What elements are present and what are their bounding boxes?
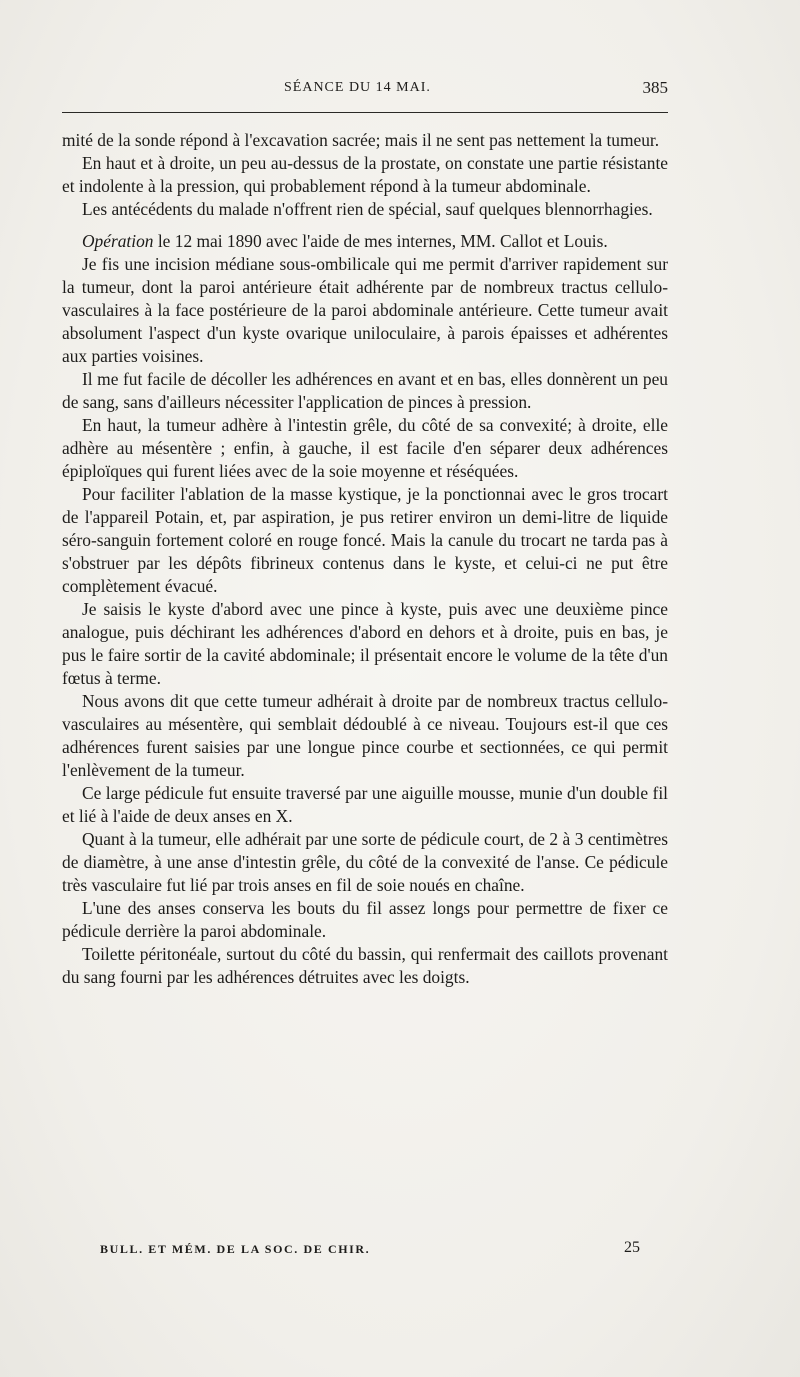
paragraph: En haut et à droite, un peu au-dessus de la prostate, on constate une partie résistante et indolente à la pression, qui probablement répond à la tumeur abdominale. [62,153,668,196]
paragraph: mité de la sonde répond à l'excavation sacrée; mais il ne sent pas nettement la tumeur. [62,130,660,150]
paragraph: Nous avons dit que cette tumeur adhérait à droite par de nombreux tractus cellulo-vasculaires au mésentère, qui semblait dédoublé à ce niveau. Toujours est-il que ces adhérences furent saisies par une longue pince courbe et sectionnées, ce qui permit l'enlèvement de la tumeur. [62,691,668,780]
paragraph: Pour faciliter l'ablation de la masse kystique, je la ponctionnai avec le gros trocart de l'appareil Potain, et, par aspiration, je pus retirer environ un demi-litre de liquide séro-sanguin fortement coloré en rouge foncé. Mais la canule du trocart ne tarda pas à s'obstruer par les dépôts fibrineux contenus dans le kyste, et celui-ci ne put être complètement évacué. [62,484,668,596]
paragraph: En haut, la tumeur adhère à l'intestin grêle, du côté de sa convexité; à droite, elle adhère au mésentère ; enfin, à gauche, il est facile d'en séparer deux adhérences épiploïques qui furent liées avec de la soie moyenne et réséquées. [62,415,668,481]
paragraph: Ce large pédicule fut ensuite traversé par une aiguille mousse, munie d'un double fil et lié à l'aide de deux anses en X. [62,783,668,826]
paragraph: Toilette péritonéale, surtout du côté du bassin, qui renfermait des caillots provenant du sang fourni par les adhérences détruites avec les doigts. [62,944,668,987]
paragraph-text: le 12 mai 1890 avec l'aide de mes internes, MM. Callot et Louis. [153,231,608,251]
page-footer [100,1239,640,1264]
paragraph: Les antécédents du malade n'offrent rien de spécial, sauf quelques blennorrhagies. [82,199,653,219]
page-number: 385 [642,78,668,97]
paragraph: Je saisis le kyste d'abord avec une pince à kyste, puis avec une deuxième pince analogue, puis déchirant les adhérences d'abord en dehors et à droite, puis en bas, je pus le faire sortir de la cavité abdominale; il présentait encore le volume de la tête d'un fœtus à terme. [62,599,668,688]
signature-mark: 25 [624,1239,640,1256]
paragraph: L'une des anses conserva les bouts du fil assez longs pour permettre de fixer ce pédicule derrière la paroi abdominale. [62,898,668,941]
page-header [62,78,668,104]
header-rule [62,112,668,113]
body-text [62,129,668,989]
paragraph-operation [62,230,668,253]
paragraph: Il me fut facile de décoller les adhérences en avant et en bas, elles donnèrent un peu de sang, sans d'ailleurs nécessiter l'application de pinces à pression. [62,369,668,412]
italic-lead: Opération [82,231,154,251]
journal-title: BULL. ET MÉM. DE LA SOC. DE CHIR. [100,1242,371,1256]
running-title: SÉANCE DU 14 MAI. [284,80,431,95]
paragraph: Je fis une incision médiane sous-ombilicale qui me permit d'arriver rapidement sur la tumeur, dont la paroi antérieure était adhérente par de nombreux tractus cellulo-vasculaires à la face postérieure de la paroi abdominale antérieure. Cette tumeur avait absolument l'aspect d'un kyste ovarique uniloculaire, à parois épaisses et adhérentes aux parties voisines. [62,254,668,366]
paragraph: Quant à la tumeur, elle adhérait par une sorte de pédicule court, de 2 à 3 centimètres de diamètre, à une anse d'intestin grêle, du côté de la convexité de l'anse. Ce pédicule très vasculaire fut lié par trois anses en fil de soie noués en chaîne. [62,829,668,895]
